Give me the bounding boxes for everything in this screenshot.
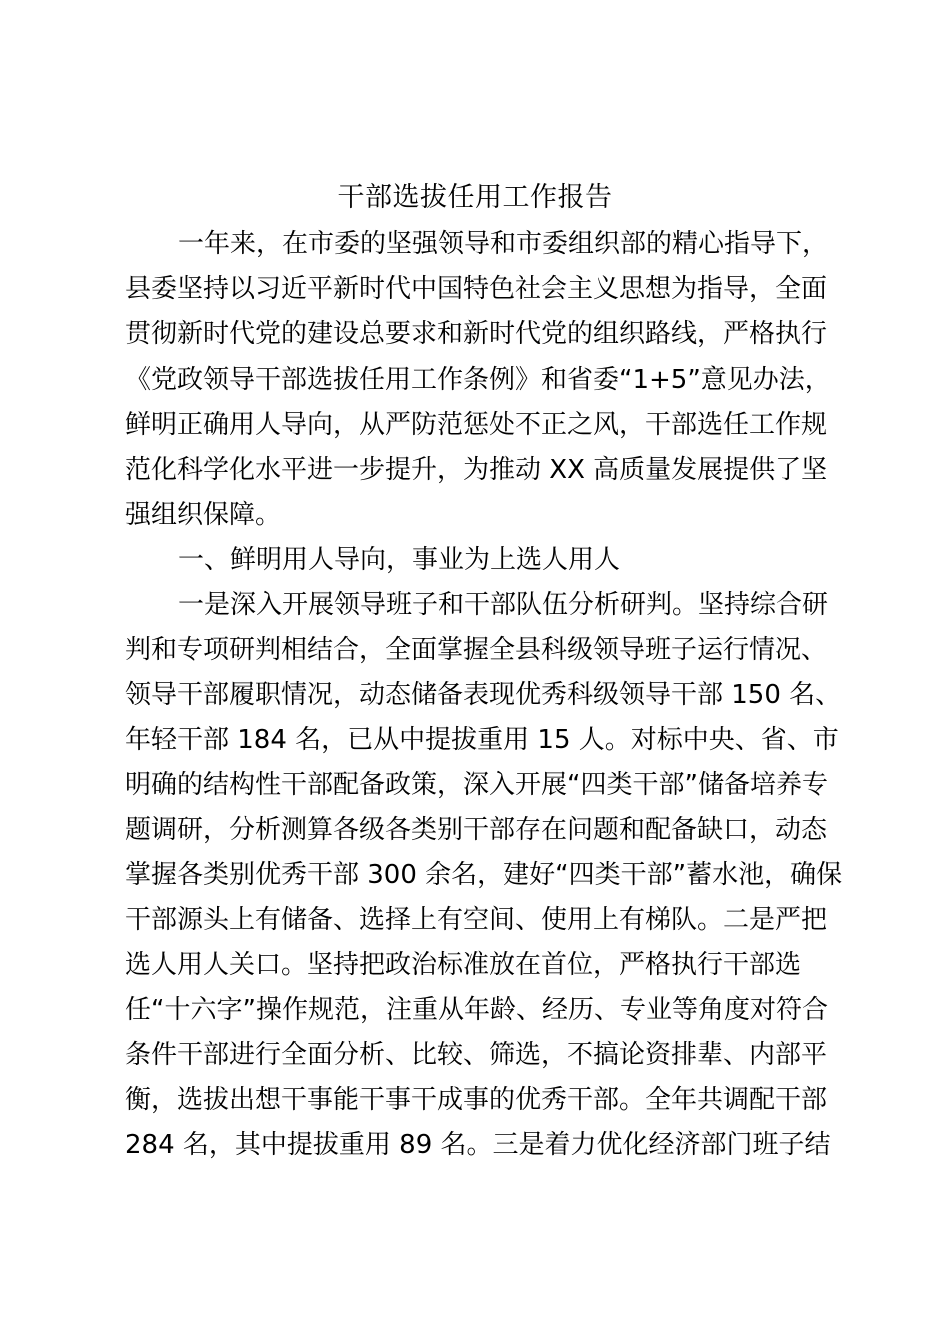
paragraph-line: 范化科学化水平进一步提升，为推动 XX 高质量发展提供了坚 [125, 455, 828, 485]
paragraph-line: 判和专项研判相结合，全面掌握全县科级领导班子运行情况、 [125, 635, 828, 665]
paragraph-line: 衡，选拔出想干事能干事干成事的优秀干部。全年共调配干部 [125, 1085, 828, 1115]
paragraph-line: 选人用人关口。坚持把政治标准放在首位，严格执行干部选 [125, 950, 802, 980]
section-heading: 一、鲜明用人导向，事业为上选人用人 [178, 545, 621, 575]
paragraph-line: 掌握各类别优秀干部 300 余名，建好“四类干部”蓄水池，确保 [125, 860, 843, 890]
paragraph-line: 强组织保障。 [125, 500, 282, 530]
paragraph-line: 年轻干部 184 名，已从中提拔重用 15 人。对标中央、省、市 [125, 725, 839, 755]
paragraph-line: 领导干部履职情况，动态储备表现优秀科级领导干部 150 名、 [125, 680, 842, 710]
paragraph-line: 一是深入开展领导班子和干部队伍分析研判。坚持综合研 [178, 590, 829, 620]
paragraph-line: 284 名，其中提拔重用 89 名。三是着力优化经济部门班子结 [125, 1130, 831, 1160]
paragraph-line: 县委坚持以习近平新时代中国特色社会主义思想为指导，全面 [125, 274, 828, 304]
paragraph-line: 任“十六字”操作规范，注重从年龄、经历、专业等角度对符合 [125, 995, 828, 1025]
paragraph-line: 鲜明正确用人导向，从严防范惩处不正之风，干部选任工作规 [125, 410, 828, 440]
paragraph-line: 《党政领导干部选拔任用工作条例》和省委“1+5”意见办法， [125, 365, 831, 395]
paragraph-line: 一年来，在市委的坚强领导和市委组织部的精心指导下， [178, 229, 829, 259]
paragraph-line: 干部源头上有储备、选择上有空间、使用上有梯队。二是严把 [125, 905, 828, 935]
paragraph-line: 条件干部进行全面分析、比较、筛选，不搞论资排辈、内部平 [125, 1040, 828, 1070]
paragraph-line: 贯彻新时代党的建设总要求和新时代党的组织路线，严格执行 [125, 319, 828, 349]
document-title: 干部选拔任用工作报告 [337, 182, 613, 213]
paragraph-line: 明确的结构性干部配备政策，深入开展“四类干部”储备培养专 [125, 770, 828, 800]
paragraph-line: 题调研，分析测算各级各类别干部存在问题和配备缺口，动态 [125, 815, 828, 845]
